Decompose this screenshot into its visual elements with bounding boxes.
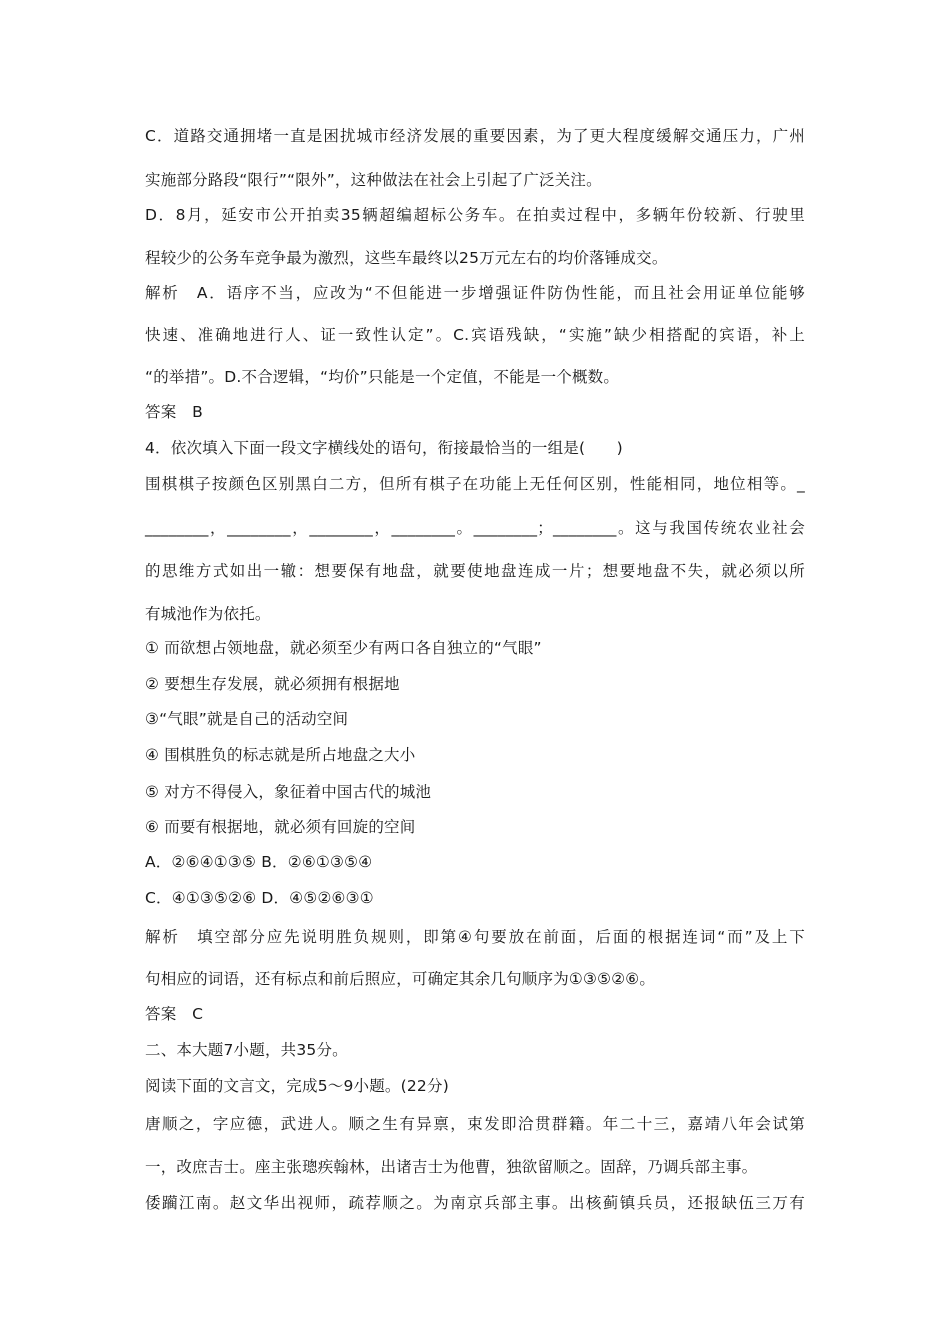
answer-3: 答案 B [145,403,203,421]
passage-4-line-2: ________，________，________，________。________；________。这与我国传统农业社会 [145,519,805,537]
sentence-5: ⑤ 对方不得侵入，象征着中国古代的城池 [145,783,432,801]
sentence-2: ② 要想生存发展，就必须拥有根据地 [145,675,400,693]
option-d-line-2: 程较少的公务车竞争最为激烈，这些车最终以25万元左右的均价落锤成交。 [145,249,668,267]
option-d-line-1: D．8月，延安市公开拍卖35辆超编超标公务车。在拍卖过程中，多辆年份较新、行驶里 [145,206,805,224]
section-two-heading: 二、本大题7小题，共35分。 [145,1041,348,1059]
answer-4: 答案 C [145,1005,204,1023]
analysis-4-line-1: 解析 填空部分应先说明胜负规则，即第④句要放在前面，后面的根据连词“而”及上下 [145,928,805,946]
reading-instruction: 阅读下面的文言文，完成5～9小题。(22分) [145,1077,449,1095]
sentence-1: ① 而欲想占领地盘，就必须至少有两口各自独立的“气眼” [145,639,542,657]
options-ab: A．②⑥④①③⑤ B．②⑥①③⑤④ [145,853,373,871]
classical-text-line-2: 一，改庶吉士。座主张璁疾翰林，出诸吉士为他曹，独欲留顺之。固辞，乃调兵部主事。 [145,1158,758,1176]
sentence-3: ③“气眼”就是自己的活动空间 [145,710,349,728]
passage-4-line-1: 围棋棋子按颜色区别黑白二方，但所有棋子在功能上无任何区别，性能相同，地位相等。_ [145,475,805,493]
question-4-stem: 4．依次填入下面一段文字横线处的语句，衔接最恰当的一组是( ) [145,439,623,457]
analysis-3-line-2: 快速、准确地进行人、证一致性认定”。C.宾语残缺，“实施”缺少相搭配的宾语，补上 [145,326,805,344]
analysis-4-line-2: 句相应的词语，还有标点和前后照应，可确定其余几句顺序为①③⑤②⑥。 [145,970,656,988]
option-c-line-1: C．道路交通拥堵一直是困扰城市经济发展的重要因素，为了更大程度缓解交通压力，广州 [145,127,805,145]
classical-text-line-3: 倭躏江南。赵文华出视师，疏荐顺之。为南京兵部主事。出核蓟镇兵员，还报缺伍三万有 [145,1194,805,1212]
classical-text-line-1: 唐顺之，字应德，武进人。顺之生有异禀，束发即洽贯群籍。年二十三，嘉靖八年会试第 [145,1115,805,1133]
sentence-6: ⑥ 而要有根据地，就必须有回旋的空间 [145,818,416,836]
options-cd: C．④①③⑤②⑥ D．④⑤②⑥③① [145,889,374,907]
analysis-3-line-1: 解析 A．语序不当，应改为“不但能进一步增强证件防伪性能，而且社会用证单位能够 [145,284,805,302]
option-c-line-2: 实施部分路段“限行”“限外”，这种做法在社会上引起了广泛关注。 [145,171,602,189]
passage-4-line-3: 的思维方式如出一辙：想要保有地盘，就要使地盘连成一片；想要地盘不失，就必须以所 [145,562,805,580]
analysis-3-line-3: “的举措”。D.不合逻辑，“均价”只能是一个定值，不能是一个概数。 [145,368,620,386]
passage-4-line-4: 有城池作为依托。 [145,605,271,623]
sentence-4: ④ 围棋胜负的标志就是所占地盘之大小 [145,746,416,764]
